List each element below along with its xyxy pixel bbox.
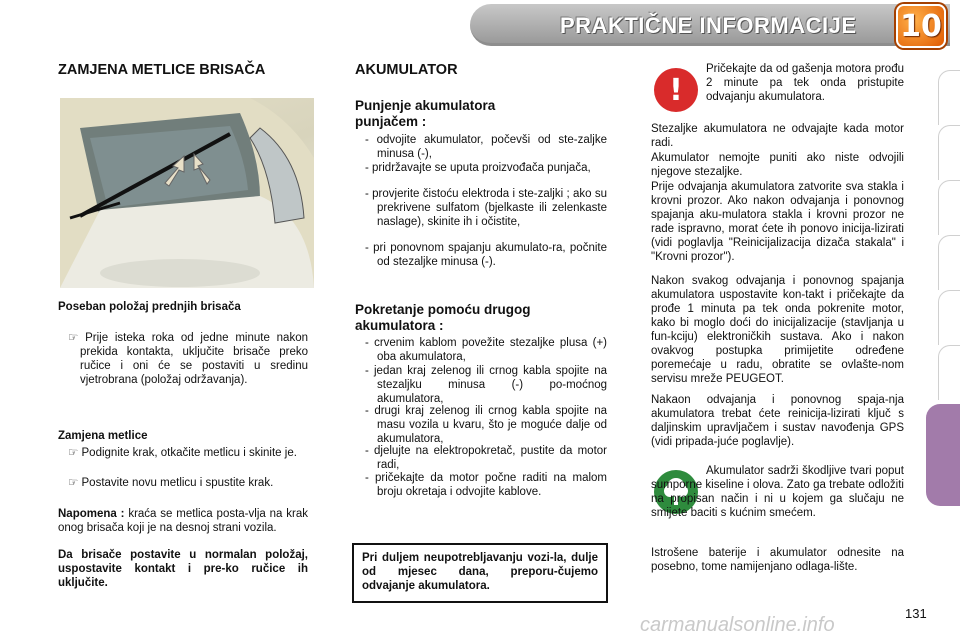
jump-start-item: - crvenim kablom povežite stezaljke plusa (+) oba akumulatora,: [365, 337, 607, 363]
replace-item: [58, 476, 308, 490]
right-paragraph: Istrošene baterije i akumulator odnesite na posebno, tome namijenjano odlaga-lište.: [651, 547, 904, 573]
jump-start-text: jedan kraj zelenog ili crnog kabla spojite na stezaljku minusa (-) po-moćnog akumulatora,: [374, 365, 608, 405]
side-tab[interactable]: [938, 70, 960, 125]
right-paragraph: Nakaon odvajanja i ponovnog spaja-nja akumulatora trebat ćete reinicija-lizirati ključ s daljinskim upravljačem i sustav navođenja GPS (vidi pripada-juće poglavlje).: [651, 394, 904, 448]
jump-start-text: djelujte na elektropokretač, pustite da motor radi,: [374, 445, 607, 471]
charging-item: - odvojite akumulator, počevši od ste-zaljke minusa (-),: [365, 134, 607, 160]
page-number: 131: [905, 606, 927, 621]
hand-icon: ☞: [68, 447, 82, 459]
side-tab[interactable]: [938, 125, 960, 180]
charging-text: provjerite čistoću elektroda i ste-zaljki ; ako su prekrivene sulfatom (bjelkaste ili zelenkaste naslage), skinite ih i očistite,: [372, 188, 607, 228]
jump-start-text: drugi kraj zelenog ili crnog kabla spojite na masu vozila u kvaru, što je moguće dalje od akumulatora,: [374, 405, 607, 445]
right-paragraph: Stezaljke akumulatora ne odvajajte kada motor radi.: [651, 123, 904, 149]
eco-text: Akumulator sadrži škodljive tvari poput sumporne kiseline i olova. Zato ga trebate odložiti na propisan način i ni u kojem ga slučaju ne smijete baciti s kućnim smećem.: [651, 465, 904, 519]
replace-text: Postavite novu metlicu i spustite krak.: [81, 477, 274, 489]
charging-item: - pri ponovnom spajanju akumulato-ra, počnite od stezaljke minusa (-).: [365, 242, 607, 268]
chapter-badge: 10: [896, 4, 946, 48]
charging-item: - provjerite čistoću elektroda i ste-zaljki ; ako su prekrivene sulfatom (bjelkaste ili zelenkaste naslage), skinite ih i očistite,: [365, 188, 607, 228]
storage-tip-box: Pri duljem neupotrebljavanju vozi-la, dulje od mjesec dana, preporu-čujemo odvajanje akumulatora.: [352, 543, 608, 603]
charging-title: Punjenje akumulatora punjačem :: [355, 98, 496, 129]
special-position-title: Poseban položaj prednjih brisača: [58, 301, 241, 313]
hand-icon: ☞: [68, 332, 86, 344]
jump-start-text: pričekajte da motor počne raditi na malom broju okretaja i odvojite kablove.: [375, 472, 607, 498]
wiper-car-image: [60, 98, 314, 288]
note-text: kraća se metlica posta-vlja na krak onog brisača koji je na desnoj strani vozila.: [58, 508, 308, 534]
special-position-text: Prije isteka roka od jedne minute nakon prekida kontakta, uključite brisače preko ručice i oni će se postaviti u sredinu vjetrobrana (položaj održavanja).: [80, 332, 308, 386]
replace-item: [58, 446, 308, 460]
note-label: Napomena :: [58, 508, 125, 520]
side-tab[interactable]: [938, 180, 960, 235]
right-paragraph: Nakon svakog odvajanja i ponovnog spajanja akumulatora uspostavite kon-takt i pričekajte da prođe 1 minuta pa tek onda pokrenite motor, kako bi moglo doći do inicijalizacije (stavljanja u fun-kciju) elektroničkih sustava. Ako i nakon ovakvog postupka primijetite određene poremećaje u radu, obratite se ovlašte-nom servisu mreže PEUGEOT.: [651, 275, 904, 385]
final-paragraph: Da brisače postavite u normalan položaj, uspostavite kontakt i pre-ko ručice ih uključite.: [58, 549, 308, 589]
right-paragraph: Prije odvajanja akumulatora zatvorite sva stakla i krovni prozor. Ako nakon odvajanja i ponovnog spajanja aku-mulatora stakla i krovni prozor ne rade ispravno, morat ćete ih ponovo inicija-lizirati (vidi poglavlja "Reinicijalizacija dizača stakala" i "Krovni prozor").: [651, 181, 904, 263]
jump-start-title: Pokretanje pomoću drugog akumulatora :: [355, 302, 531, 333]
jump-start-item: - jedan kraj zelenog ili crnog kabla spojite na stezaljku minusa (-) po-moćnog akumulatora,: [365, 365, 608, 405]
warning-text: Pričekajte da od gašenja motora prođu 2 minute pa tek onda pristupite odvajanju akumulatora.: [706, 63, 904, 103]
jump-start-item: - pričekajte da motor počne raditi na malom broju okretaja i odvojite kablove.: [365, 472, 607, 498]
battery-title: AKUMULATOR: [355, 62, 458, 78]
replace-text: Podignite krak, otkačite metlicu i skinite je.: [81, 447, 297, 459]
jump-start-item: - djelujte na elektropokretač, pustite da motor radi,: [365, 445, 607, 471]
replace-title: Zamjena metlice: [58, 430, 148, 442]
charging-item: - pridržavajte se uputa proizvođača punjača,: [365, 162, 591, 174]
jump-start-text: crvenim kablom povežite stezaljke plusa (+) oba akumulatora,: [374, 337, 607, 363]
side-tabs: [938, 70, 960, 400]
warning-icon: !: [654, 68, 698, 112]
side-tab[interactable]: [938, 290, 960, 345]
wiper-title: ZAMJENA METLICE BRISAČA: [58, 62, 266, 78]
section-title: PRAKTIČNE INFORMACIJE: [560, 13, 857, 38]
charging-text: pridržavajte se uputa proizvođača punjača,: [372, 162, 591, 174]
side-tab-active[interactable]: [926, 404, 960, 506]
note-paragraph: [58, 507, 308, 535]
side-tab[interactable]: [938, 345, 960, 400]
watermark: carmanualsonline.info: [640, 614, 835, 636]
jump-start-item: - drugi kraj zelenog ili crnog kabla spojite na masu vozila u kvaru, što je moguće dalje od akumulatora,: [365, 405, 607, 445]
right-paragraph: Akumulator nemojte puniti ako niste odvojili njegove stezaljke.: [651, 152, 904, 178]
car-windscreen-illustration: [60, 98, 314, 288]
charging-text: pri ponovnom spajanju akumulato-ra, počnite od stezaljke minusa (-).: [373, 242, 607, 268]
special-position-item: [58, 331, 308, 387]
hand-icon: ☞: [68, 477, 82, 489]
charging-text: odvojite akumulator, počevši od ste-zaljke minusa (-),: [376, 134, 607, 160]
side-tab[interactable]: [938, 235, 960, 290]
